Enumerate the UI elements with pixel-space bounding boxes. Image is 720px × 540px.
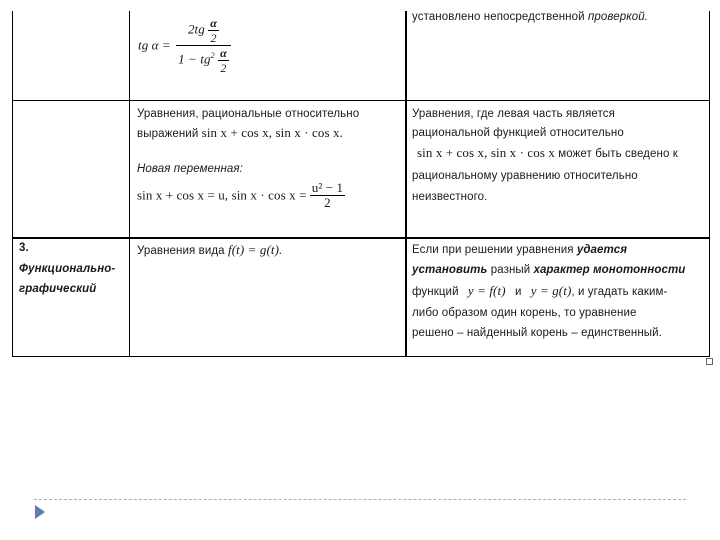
- slide-arrow-icon[interactable]: [35, 505, 45, 519]
- table-border-col2: [405, 11, 407, 357]
- row3-right-line2: установить разный характер монотонности: [412, 264, 686, 276]
- table-resize-handle[interactable]: [706, 358, 713, 365]
- row3-right-line1: Если при решении уравнения удается: [412, 244, 628, 256]
- row3-method-line1: Функционально-: [19, 263, 116, 275]
- row3-right-line3: функций y = f(t) и y = g(t), и угадать каким-: [412, 283, 668, 298]
- row3-method-line2: графический: [19, 283, 97, 295]
- table-border-left: [12, 11, 13, 357]
- row2-right-line4: рациональному уравнению относительно: [412, 170, 638, 182]
- row2-mid-line2: выражений sin x + cos x, sin x · cos x.: [137, 125, 343, 140]
- row2-mid-line1: Уравнения, рациональные относительно: [137, 108, 360, 120]
- row1-tg-formula: tg α = 2tg $\frac{\alpha}{2}$ $1 - tg^2$ $\frac{\alpha}{2}$: [138, 16, 231, 75]
- row3-number: 3.: [19, 242, 29, 254]
- table-border-right: [709, 11, 710, 357]
- row2-new-variable-label: Новая переменная:: [137, 163, 243, 175]
- row2-right-line1: Уравнения, где левая часть является: [412, 108, 615, 120]
- table-border-col1: [129, 11, 130, 357]
- row2-right-line2: рациональной функцией относительно: [412, 127, 624, 139]
- row3-right-line4: либо образом один корень, то уравнение: [412, 307, 637, 319]
- row2-right-line5: неизвестного.: [412, 191, 488, 203]
- row2-right-line3: sin x + cos x, sin x · cos x может быть сведено к: [417, 145, 678, 160]
- table-border-bottom: [12, 356, 710, 357]
- row1-right-text: установлено непосредственной проверкой.: [412, 11, 649, 23]
- footer-divider: [34, 499, 686, 500]
- row3-mid-text: Уравнения вида f(t) = g(t).: [137, 242, 283, 257]
- row2-substitution-formula: sin x + cos x = u, sin x · cos x = $\frac{\text{u² − 1}}{2}$: [137, 180, 344, 210]
- table-border-row1: [12, 100, 710, 101]
- row3-right-line5: решено – найденный корень – единственный.: [412, 327, 662, 339]
- table-border-row2: [12, 237, 710, 239]
